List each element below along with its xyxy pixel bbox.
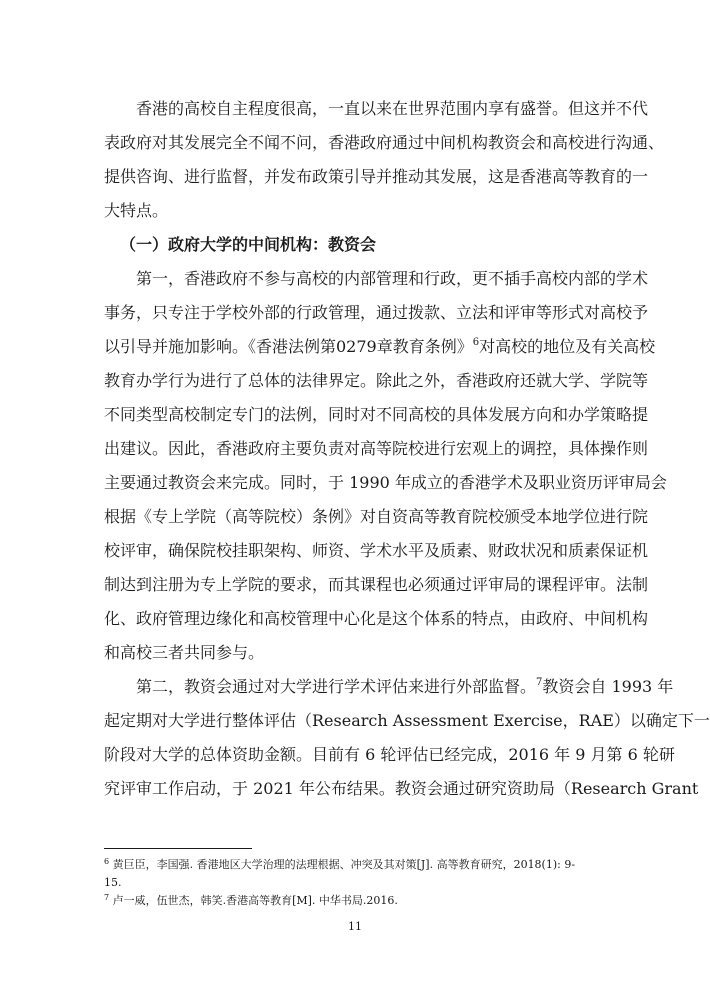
footnote-ref-7[interactable]: 7 [536,677,543,688]
paragraph-line: 第一，香港政府不参与高校的内部管理和行政，更不插手高校内部的学术 [104,269,649,288]
paragraph-line: 大特点。 [104,201,169,220]
paragraph-line-with-footnote [104,330,656,364]
paragraph-line: 香港的高校自主程度很高，一直以来在世界范围内享有盛誉。但这并不代 [104,99,649,118]
footnote-6 [104,856,604,874]
section-heading: （一）政府大学的中间机构：教资会 [120,235,377,254]
footnote-text: 黄巨臣，李国强. 香港地区大学治理的法理根据、冲突及其对策[J]. 高等教育研究，2018(1): 9- [109,858,576,871]
footnote-ref-6[interactable]: 6 [472,337,480,348]
paragraph-line: 和高校三者共同参与。 [104,643,265,662]
paragraph-line: 表政府对其发展完全不闻不问，香港政府通过中间机构教资会和高校进行沟通、 [104,133,665,152]
footnote-mark: 7 [104,893,110,902]
paragraph-line: 教育办学行为进行了总体的法律界定。除此之外，香港政府还就大学、学院等 [104,371,649,390]
footnotes [104,856,604,910]
paragraph-line: 提供咨询、进行监督，并发布政策引导并推动其发展，这是香港高等教育的一 [104,167,649,186]
paragraph-line: 主要通过教资会来完成。同时，于 1990 年成立的香港学术及职业资历评审局会 [104,473,667,492]
paragraph-line-with-footnote [104,670,674,704]
paragraph-line: 出建议。因此，香港政府主要负责对高等院校进行宏观上的调控，具体操作则 [104,439,649,458]
paragraph-line: 校评审，确保院校挂职架构、师资、学术水平及质素、财政状况和质素保证机 [104,541,649,560]
paragraph-line: 究评审工作启动，于 2021 年公布结果。教资会通过研究资助局（Research Grant [104,779,699,798]
footnote-divider [104,848,252,849]
footnote-7 [104,892,604,910]
footnote-text: 卢一威，伍世杰，韩笑.香港高等教育[M]. 中华书局.2016. [109,894,398,907]
paragraph-line: 不同类型高校制定专门的法例，同时对不同高校的具体发展方向和办学策略提 [104,405,649,424]
paragraph-line: 起定期对大学进行整体评估（Research Assessment Exercise，RAE）以确定下一 [104,711,710,730]
paragraph-line: 制达到注册为专上学院的要求，而其课程也必须通过评审局的课程评审。法制 [104,575,649,594]
paragraph-line: 阶段对大学的总体资助金额。目前有 6 轮评估已经完成，2016 年 9 月第 6 轮研 [104,745,675,764]
footnote-6-continued: 15. [104,876,122,889]
page-number: 11 [348,920,362,933]
paragraph-line: 化、政府管理边缘化和高校管理中心化是这个体系的特点，由政府、中间机构 [104,609,649,628]
paragraph-text: 对高校的地位及有关高校 [479,337,656,356]
footnote-mark: 6 [104,857,110,866]
body-text [104,92,710,806]
paragraph-line: 根据《专上学院（高等院校）条例》对自资高等教育院校颁受本地学位进行院 [104,507,649,526]
paragraph-text: 第二，教资会通过对大学进行学术评估来进行外部监督。 [104,677,537,696]
paragraph-line: 事务，只专注于学校外部的行政管理，通过拨款、立法和评审等形式对高校予 [104,303,649,322]
paragraph-text: 教资会自 1993 年 [542,677,674,696]
paragraph-text: 以引导并施加影响。《香港法例第0279章教育条例》 [104,337,473,356]
